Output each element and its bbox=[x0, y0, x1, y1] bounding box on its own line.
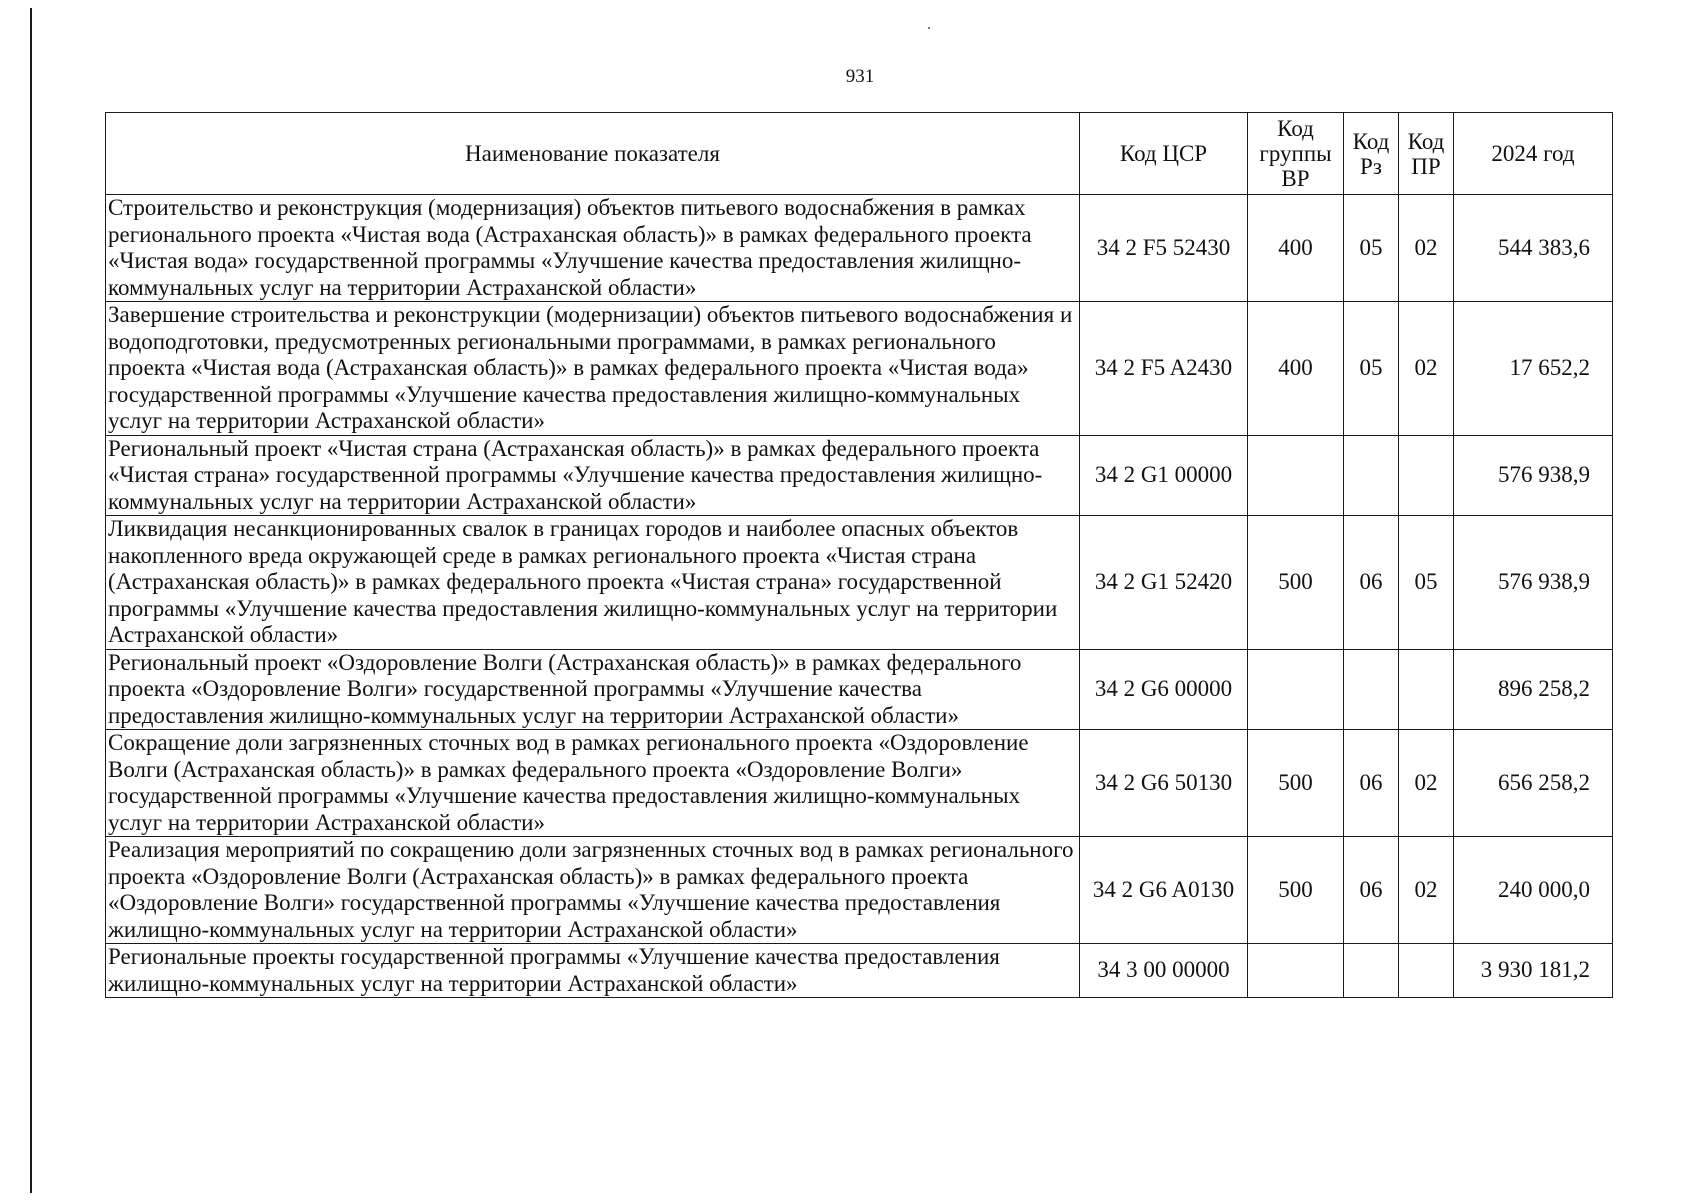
budget-table bbox=[105, 112, 1613, 998]
header-rz-line2: Рз bbox=[1360, 153, 1382, 179]
row-pr-code: 02 bbox=[1399, 302, 1454, 436]
header-name: Наименование показателя bbox=[106, 113, 1080, 195]
row-name: Завершение строительства и реконструкции (модернизации) объектов питьевого водоснабжения и водоподготовки, предусмотренных региональными программами, в рамках регионального проекта «Чистая вода (Астраханская область)» в рамках федерального проекта «Чистая вода» государственной программы «Улучшение качества предоставления жилищно-коммунальных услуг на территории Астраханской области» bbox=[106, 302, 1080, 436]
header-vr-group-code bbox=[1248, 113, 1344, 195]
row-csr-code: 34 2 G1 00000 bbox=[1080, 435, 1248, 516]
table-row bbox=[106, 435, 1613, 516]
header-pr-line2: ПР bbox=[1411, 153, 1441, 179]
row-vr-code: 500 bbox=[1248, 516, 1344, 650]
row-amount: 3 930 181,2 bbox=[1454, 944, 1613, 998]
header-pr-code bbox=[1399, 113, 1454, 195]
row-vr-code: 500 bbox=[1248, 730, 1344, 837]
row-csr-code: 34 2 G1 52420 bbox=[1080, 516, 1248, 650]
header-csr-code: Код ЦСР bbox=[1080, 113, 1248, 195]
header-vr-line3: ВР bbox=[1281, 166, 1310, 191]
row-name: Сокращение доли загрязненных сточных вод в рамках регионального проекта «Оздоровление Волги (Астраханская область)» в рамках федерального проекта «Оздоровление Волги» государственной программы «Улучшение качества предоставления жилищно-коммунальных услуг на территории Астраханской области» bbox=[106, 730, 1080, 837]
row-amount: 576 938,9 bbox=[1454, 435, 1613, 516]
header-year-2024: 2024 год bbox=[1454, 113, 1613, 195]
row-csr-code: 34 2 F5 A2430 bbox=[1080, 302, 1248, 436]
row-name: Региональный проект «Оздоровление Волги (Астраханская область)» в рамках федерального проекта «Оздоровление Волги» государственной программы «Улучшение качества предоставления жилищно-коммунальных услуг на территории Астраханской области» bbox=[106, 649, 1080, 730]
row-vr-code: 500 bbox=[1248, 837, 1344, 944]
scan-speck bbox=[928, 27, 930, 29]
row-amount: 240 000,0 bbox=[1454, 837, 1613, 944]
row-pr-code bbox=[1399, 435, 1454, 516]
row-vr-code: 400 bbox=[1248, 302, 1344, 436]
row-rz-code: 05 bbox=[1344, 195, 1399, 302]
row-name: Региональные проекты государственной программы «Улучшение качества предоставления жилищно-коммунальных услуг на территории Астраханской области» bbox=[106, 944, 1080, 998]
row-csr-code: 34 2 G6 50130 bbox=[1080, 730, 1248, 837]
header-vr-line2: группы bbox=[1259, 141, 1332, 166]
row-csr-code: 34 2 G6 00000 bbox=[1080, 649, 1248, 730]
row-pr-code bbox=[1399, 649, 1454, 730]
row-amount: 656 258,2 bbox=[1454, 730, 1613, 837]
header-vr-line1: Код bbox=[1277, 116, 1314, 141]
row-csr-code: 34 3 00 00000 bbox=[1080, 944, 1248, 998]
row-amount: 576 938,9 bbox=[1454, 516, 1613, 650]
row-vr-code bbox=[1248, 944, 1344, 998]
binding-margin-line bbox=[30, 8, 32, 1193]
row-name: Региональный проект «Чистая страна (Астраханская область)» в рамках федерального проекта «Чистая страна» государственной программы «Улучшение качества предоставления жилищно-коммунальных услуг на территории Астраханской области» bbox=[106, 435, 1080, 516]
table-header-row bbox=[106, 113, 1613, 195]
page-number: 931 bbox=[845, 66, 875, 87]
table-row bbox=[106, 944, 1613, 998]
row-name: Ликвидация несанкционированных свалок в границах городов и наиболее опасных объектов накопленного вреда окружающей среде в рамках регионального проекта «Чистая страна (Астраханская область)» в рамках федерального проекта «Чистая страна» государственной программы «Улучшение качества предоставления жилищно-коммунальных услуг на территории Астраханской области» bbox=[106, 516, 1080, 650]
row-vr-code: 400 bbox=[1248, 195, 1344, 302]
row-pr-code: 02 bbox=[1399, 837, 1454, 944]
header-rz-line1: Код bbox=[1352, 128, 1390, 154]
row-rz-code bbox=[1344, 435, 1399, 516]
row-pr-code: 02 bbox=[1399, 730, 1454, 837]
row-amount: 544 383,6 bbox=[1454, 195, 1613, 302]
row-rz-code bbox=[1344, 649, 1399, 730]
row-vr-code bbox=[1248, 435, 1344, 516]
row-amount: 896 258,2 bbox=[1454, 649, 1613, 730]
row-rz-code: 06 bbox=[1344, 837, 1399, 944]
row-rz-code bbox=[1344, 944, 1399, 998]
row-pr-code: 02 bbox=[1399, 195, 1454, 302]
row-name: Строительство и реконструкция (модернизация) объектов питьевого водоснабжения в рамках регионального проекта «Чистая вода (Астраханская область)» в рамках федерального проекта «Чистая вода» государственной программы «Улучшение качества предоставления жилищно-коммунальных услуг на территории Астраханской области» bbox=[106, 195, 1080, 302]
row-rz-code: 05 bbox=[1344, 302, 1399, 436]
row-vr-code bbox=[1248, 649, 1344, 730]
row-csr-code: 34 2 F5 52430 bbox=[1080, 195, 1248, 302]
header-pr-line1: Код bbox=[1407, 128, 1445, 154]
row-pr-code: 05 bbox=[1399, 516, 1454, 650]
table-row bbox=[106, 730, 1613, 837]
row-amount: 17 652,2 bbox=[1454, 302, 1613, 436]
header-rz-code bbox=[1344, 113, 1399, 195]
table-row bbox=[106, 516, 1613, 650]
row-rz-code: 06 bbox=[1344, 516, 1399, 650]
table-row bbox=[106, 302, 1613, 436]
row-pr-code bbox=[1399, 944, 1454, 998]
row-csr-code: 34 2 G6 A0130 bbox=[1080, 837, 1248, 944]
table-row bbox=[106, 837, 1613, 944]
table-row bbox=[106, 195, 1613, 302]
table-row bbox=[106, 649, 1613, 730]
row-rz-code: 06 bbox=[1344, 730, 1399, 837]
row-name: Реализация мероприятий по сокращению доли загрязненных сточных вод в рамках регионального проекта «Оздоровление Волги (Астраханская область)» в рамках федерального проекта «Оздоровление Волги» государственной программы «Улучшение качества предоставления жилищно-коммунальных услуг на территории Астраханской области» bbox=[106, 837, 1080, 944]
